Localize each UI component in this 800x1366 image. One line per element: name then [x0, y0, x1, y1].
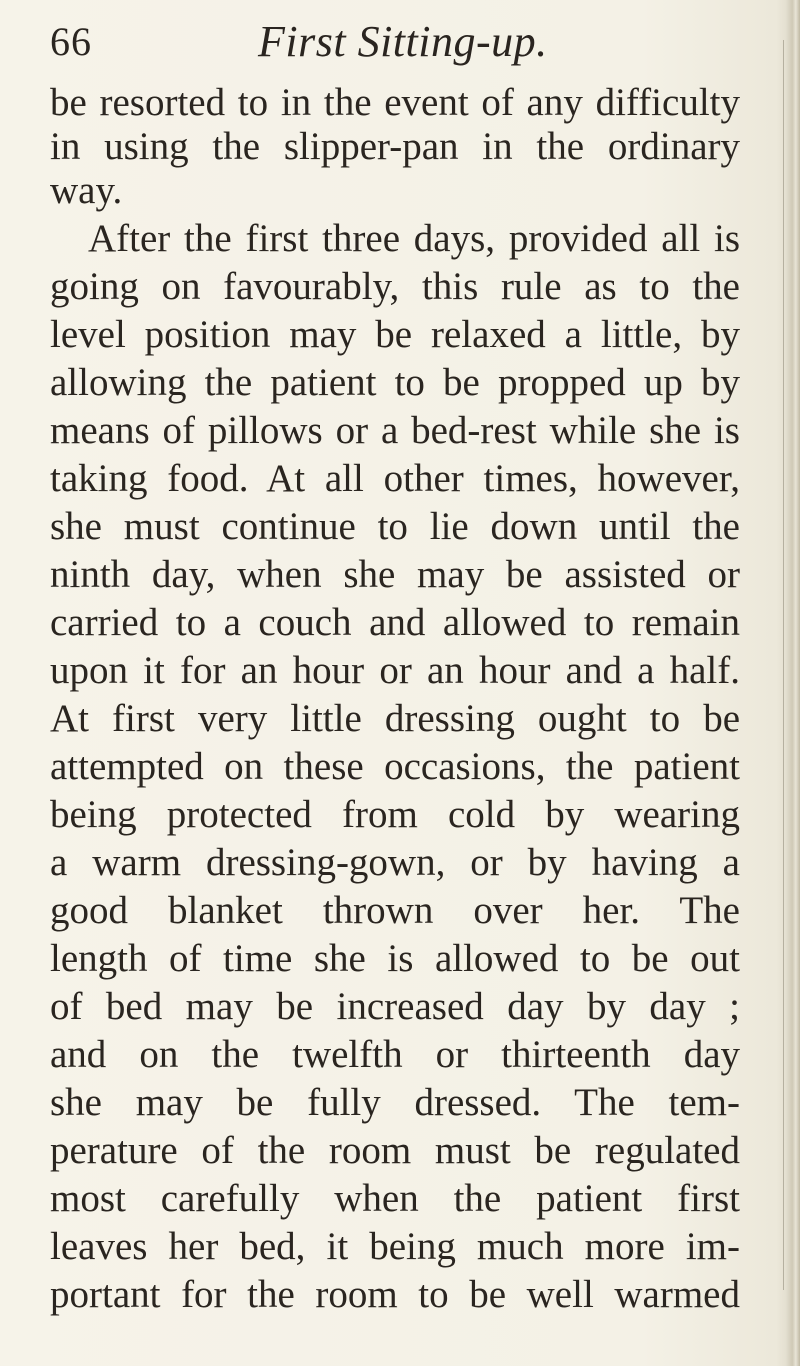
- text-line: portant for the room to be well warmed: [50, 1273, 740, 1316]
- running-title: First Sitting-up.: [258, 17, 548, 66]
- page-edge: [786, 0, 800, 1366]
- text-line: means of pillows or a bed-rest while she is: [50, 409, 740, 452]
- text-line: ninth day, when she may be assisted or: [50, 553, 740, 596]
- text-line: and on the twelfth or thirteenth day: [50, 1033, 740, 1076]
- text-line: a warm dressing-gown, or by having a: [50, 841, 740, 884]
- text-line: most carefully when the patient first: [50, 1177, 740, 1220]
- text-line: At first very little dressing ought to be: [50, 697, 740, 740]
- text-line: leaves her bed, it being much more im-: [50, 1225, 740, 1268]
- page-edge-line: [783, 40, 784, 1290]
- text-line: going on favourably, this rule as to the: [50, 265, 740, 308]
- text-line: After the first three days, provided all is: [88, 217, 740, 260]
- text-line: upon it for an hour or an hour and a half.: [50, 649, 740, 692]
- text-line: way.: [50, 169, 123, 212]
- text-line: in using the slipper-pan in the ordinary: [50, 125, 740, 168]
- text-line: she must continue to lie down until the: [50, 505, 740, 548]
- text-line: allowing the patient to be propped up by: [50, 361, 740, 404]
- text-line: being protected from cold by wearing: [50, 793, 740, 836]
- text-line: attempted on these occasions, the patient: [50, 745, 740, 788]
- text-line: of bed may be increased day by day ;: [50, 985, 740, 1028]
- text-line: carried to a couch and allowed to remain: [50, 601, 740, 644]
- text-line: length of time she is allowed to be out: [50, 937, 740, 980]
- text-line: level position may be relaxed a little, by: [50, 313, 740, 356]
- page-header: [0, 14, 800, 74]
- text-line: good blanket thrown over her. The: [50, 889, 740, 932]
- text-line: be resorted to in the event of any difficulty: [50, 81, 740, 124]
- text-line: perature of the room must be regulated: [50, 1129, 740, 1172]
- text-line: taking food. At all other times, however,: [50, 457, 740, 500]
- text-line: she may be fully dressed. The tem-: [50, 1081, 740, 1124]
- page-number: 66: [50, 19, 92, 64]
